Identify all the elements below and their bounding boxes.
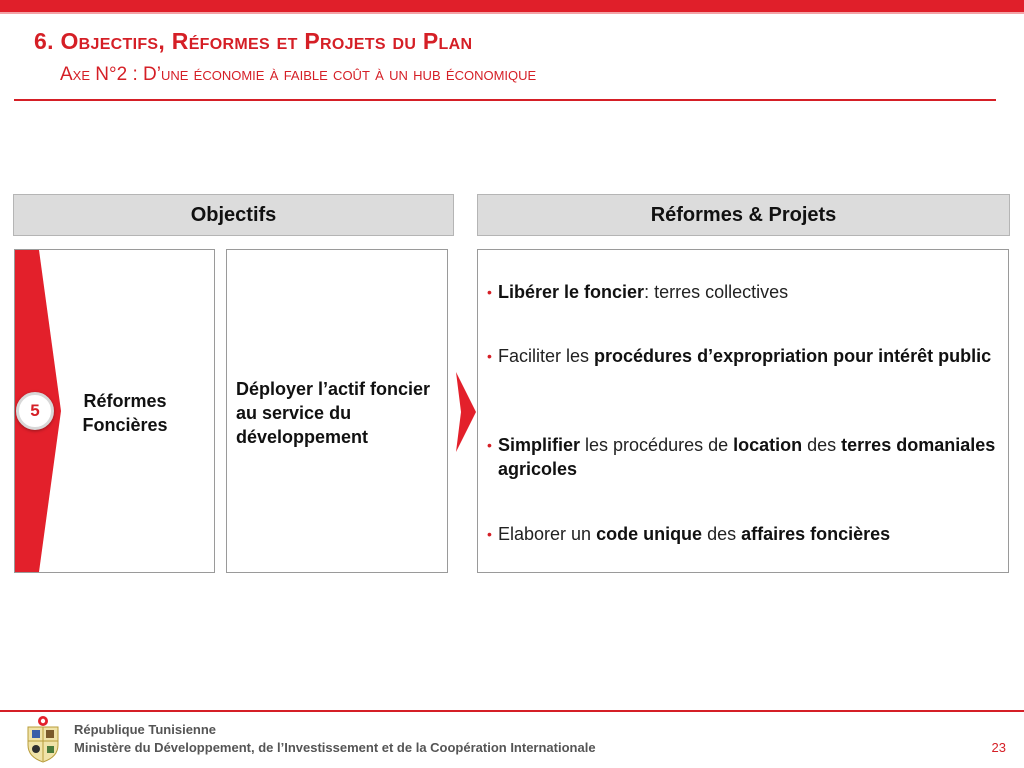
reform-3-text-2: des [802,435,842,455]
footer-divider [0,710,1024,712]
reform-item-3 [487,433,999,481]
objectifs-header: Objectifs [13,194,454,236]
reform-4-text-1: Elaborer un [498,524,597,544]
coat-of-arms-icon [24,715,62,763]
reform-item-1 [487,280,999,304]
reform-3-text-1: les procédures de [580,435,734,455]
reform-4-bold-2: affaires foncières [741,524,891,544]
reform-3-bold-3: terres domaniales agricoles [498,435,996,479]
page-title: 6. Objectifs, Réformes et Projets du Plan [34,28,473,54]
footer-republic: République Tunisienne [74,722,217,737]
bullet-icon: • [487,437,492,453]
axis-label-line2: Foncières [82,415,168,435]
title-divider [14,99,996,101]
page-subtitle: Axe N°2 : D’une économie à faible coût à un hub économique [60,64,537,85]
reform-item-4 [487,522,999,546]
reform-3-bold-2: location [733,435,803,455]
arrow-right-icon [456,372,476,452]
objective-text: Déployer l’actif foncier au service du développement [236,379,431,447]
reform-2-text: Faciliter les [498,346,595,366]
reformes-projets-header: Réformes & Projets [477,194,1010,236]
bullet-icon: • [487,526,492,542]
page-number: 23 [991,740,1006,755]
axis-label [60,389,190,437]
axis-label-line1: Réformes [83,391,167,411]
reform-1-text: : terres collectives [644,282,789,302]
reform-4-bold-1: code unique [596,524,703,544]
reform-4-text-2: des [702,524,742,544]
reform-2-bold: procédures d’expropriation pour intérêt public [594,346,992,366]
reform-item-2 [487,344,999,368]
reform-1-bold: Libérer le foncier [498,282,645,302]
top-accent-bar [0,0,1024,14]
axis-number-badge: 5 [16,392,54,430]
bullet-icon: • [487,348,492,364]
reform-3-bold-1: Simplifier [498,435,581,455]
bullet-icon: • [487,284,492,300]
footer-ministry: Ministère du Développement, de l’Investissement et de la Coopération Internationale [74,740,596,755]
